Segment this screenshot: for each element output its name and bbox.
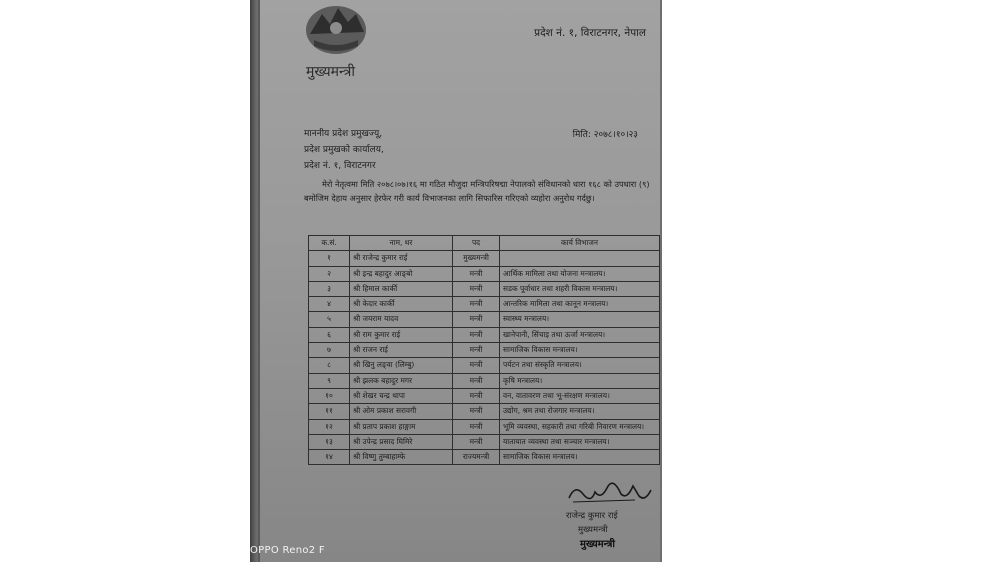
table-header-row	[309, 236, 660, 251]
document-photo	[250, 0, 662, 562]
cell-serial: १३	[309, 434, 350, 449]
cell-serial: ५	[309, 312, 350, 327]
table-row	[309, 327, 660, 342]
cell-serial: १०	[309, 388, 350, 403]
addressee-line: प्रदेश नं. १, विराटनगर	[304, 161, 376, 171]
cell-portfolio: उद्योग, श्रम तथा रोजगार मन्त्रालय।	[500, 404, 660, 419]
cell-post: मन्त्री	[453, 358, 500, 373]
cell-portfolio: सामाजिक विकास मन्त्रालय।	[500, 343, 660, 358]
cell-serial: ४	[309, 297, 350, 312]
cell-post: मन्त्री	[453, 327, 500, 342]
table-row	[309, 419, 660, 434]
table-row	[309, 297, 660, 312]
table-body	[309, 251, 660, 465]
cell-serial: १२	[309, 419, 350, 434]
cell-post: मन्त्री	[453, 373, 500, 388]
signature-scribble	[565, 480, 655, 506]
cell-portfolio: सामाजिक विकास मन्त्रालय।	[500, 450, 660, 465]
table-row	[309, 434, 660, 449]
cell-portfolio: कृषि मन्त्रालय।	[500, 373, 660, 388]
letter-date: मिति: २०७८।१०।२३	[572, 130, 638, 140]
cell-post: मन्त्री	[453, 266, 500, 281]
cell-name: श्री ओम प्रकाश सरावगी	[350, 404, 453, 419]
letterhead-title: मुख्यमन्त्री	[306, 64, 355, 80]
cell-portfolio: खानेपानी, सिंचाइ तथा ऊर्जा मन्त्रालय।	[500, 327, 660, 342]
cell-post: राज्यमन्त्री	[453, 450, 500, 465]
cell-serial: ३	[309, 281, 350, 296]
cell-serial: १४	[309, 450, 350, 465]
cell-name: श्री उपेन्द्र प्रसाद घिमिरे	[350, 434, 453, 449]
signer-title: मुख्यमन्त्री	[578, 525, 608, 535]
cell-name: श्री राम कुमार राई	[350, 327, 453, 342]
addressee-line: प्रदेश प्रमुखको कार्यालय,	[304, 145, 384, 155]
cell-post: मन्त्री	[453, 297, 500, 312]
cell-portfolio: स्वास्थ्य मन्त्रालय।	[500, 312, 660, 327]
cell-name: श्री खिनु लङ्वा (लिम्बु)	[350, 358, 453, 373]
col-header-name: नाम, थर	[350, 236, 453, 251]
table-row	[309, 404, 660, 419]
cell-name: श्री शेखर चन्द्र थापा	[350, 388, 453, 403]
camera-watermark: OPPO Reno2 F	[250, 545, 325, 556]
table-row	[309, 266, 660, 281]
cell-serial: ८	[309, 358, 350, 373]
cell-serial: ६	[309, 327, 350, 342]
cell-name: श्री राजेन्द्र कुमार राई	[350, 251, 453, 266]
cell-name: श्री जयराम यादव	[350, 312, 453, 327]
addressee-block	[304, 126, 384, 174]
cell-name: श्री झलक बहादुर मगर	[350, 373, 453, 388]
cell-serial: २	[309, 266, 350, 281]
table-row	[309, 358, 660, 373]
cell-name: श्री केदार कार्की	[350, 297, 453, 312]
cell-post: मन्त्री	[453, 388, 500, 403]
table-row	[309, 281, 660, 296]
signer-name: राजेन्द्र कुमार राई	[566, 511, 618, 521]
cell-post: मन्त्री	[453, 419, 500, 434]
cell-serial: १	[309, 251, 350, 266]
cell-name: श्री इन्द्र बहादुर आङ्बो	[350, 266, 453, 281]
cell-portfolio: यातायात व्यवस्था तथा सञ्चार मन्त्रालय।	[500, 434, 660, 449]
table-row	[309, 251, 660, 266]
col-header-post: पद	[453, 236, 500, 251]
cell-post: मन्त्री	[453, 281, 500, 296]
cell-name: श्री प्रताप प्रकाश हाङ्गाम	[350, 419, 453, 434]
cell-serial: ७	[309, 343, 350, 358]
cell-portfolio	[500, 251, 660, 266]
cell-name: श्री राजन राई	[350, 343, 453, 358]
table-row	[309, 343, 660, 358]
table-row	[309, 373, 660, 388]
letter-page	[258, 0, 660, 562]
cell-portfolio: पर्यटन तथा संस्कृति मन्त्रालय।	[500, 358, 660, 373]
addressee-line: माननीय प्रदेश प्रमुखज्यू,	[304, 129, 383, 139]
table-row	[309, 388, 660, 403]
cell-portfolio: सडक पूर्वाधार तथा शहरी विकास मन्त्रालय।	[500, 281, 660, 296]
nepal-emblem-icon	[300, 0, 372, 58]
cell-portfolio: आर्थिक मामिला तथा योजना मन्त्रालय।	[500, 266, 660, 281]
letter-body: मेरो नेतृत्वमा मिति २०७८।०७।१६ मा गठित मौजुदा मन्त्रिपरिषद्मा नेपालको संविधानको धारा १६८ को उपधारा (९) बमोजिम देहाय अनुसार हेरफेर गरी कार्य विभाजनका लागि सिफारिस गरिएको व्यहोरा अनुरोध गर्दछु।	[304, 179, 650, 203]
cell-portfolio: भूमि व्यवस्था, सहकारी तथा गरिबी निवारण मन्त्रालय।	[500, 419, 660, 434]
official-stamp: मुख्यमन्त्री	[580, 539, 615, 550]
cell-post: मन्त्री	[453, 404, 500, 419]
col-header-serial: क.सं.	[309, 236, 350, 251]
table-row	[309, 312, 660, 327]
table-row	[309, 450, 660, 465]
cell-post: मन्त्री	[453, 312, 500, 327]
letterhead-address: प्रदेश नं. १, विराटनगर, नेपाल	[534, 27, 646, 39]
cell-post: मन्त्री	[453, 434, 500, 449]
cell-portfolio: वन, वातावरण तथा भू-संरक्षण मन्त्रालय।	[500, 388, 660, 403]
portfolio-table	[308, 235, 660, 465]
cell-post: मुख्यमन्त्री	[453, 251, 500, 266]
cell-serial: ९	[309, 373, 350, 388]
col-header-portfolio: कार्य विभाजन	[500, 236, 660, 251]
cell-name: श्री हिमाल कार्की	[350, 281, 453, 296]
cell-serial: ११	[309, 404, 350, 419]
cell-portfolio: आन्तरिक मामिला तथा कानून मन्त्रालय।	[500, 297, 660, 312]
cell-post: मन्त्री	[453, 343, 500, 358]
cell-name: श्री विष्णु तुम्बाहाम्फे	[350, 450, 453, 465]
